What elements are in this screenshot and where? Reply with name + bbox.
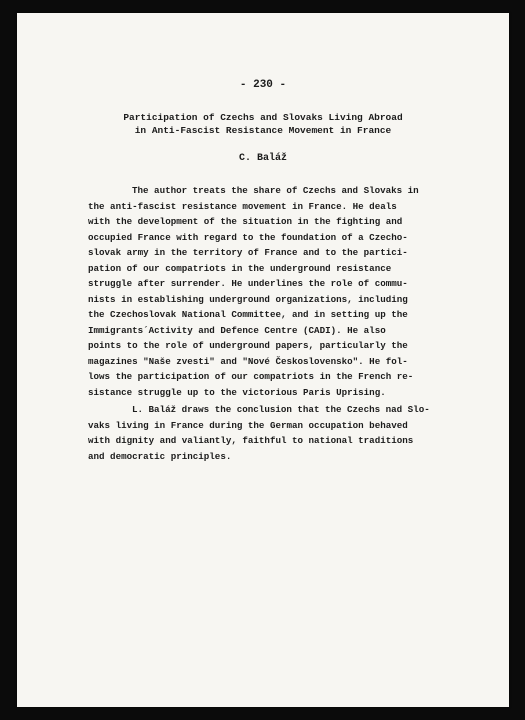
paragraph-2-line: with dignity and valiantly, faithful to national traditions	[88, 435, 414, 446]
abstract-body	[88, 183, 488, 464]
paragraph-1-line: slovak army in the territory of France and to the partici-	[88, 247, 408, 258]
title-line-2: in Anti-Fascist Resistance Movement in France	[134, 125, 392, 136]
paragraph-1-line: the anti-fascist resistance movement in France. He deals	[88, 200, 397, 212]
paragraph-1-line: Immigrants´Activity and Defence Centre (CADI). He also	[88, 324, 386, 336]
paragraph-1-line: sistance struggle up to the victorious Paris Uprising.	[88, 386, 386, 398]
paragraph-1-line: magazines "Naše zvesti" and "Nové Československo". He fol-	[88, 355, 408, 367]
paragraph-1-line: struggle after surrender. He underlines the role of commu-	[88, 278, 408, 289]
paragraph-2-line: and democratic principles.	[88, 450, 232, 462]
paragraph-1-line: nists in establishing underground organizations, including	[88, 293, 408, 305]
paragraph-2-line: vaks living in France during the German occupation behaved	[88, 419, 408, 431]
paragraph-1-line: pation of our compatriots in the underground resistance	[88, 262, 392, 274]
paragraph-1-line: lows the participation of our compatriots in the French re-	[88, 371, 414, 382]
paragraph-1-line: points to the role of underground papers, particularly the	[88, 340, 408, 351]
title-line-1: Participation of Czechs and Slovaks Living Abroad	[123, 112, 403, 123]
paragraph-1-line: occupied France with regard to the foundation of a Czecho-	[88, 231, 408, 243]
paragraph-2-line: L. Baláž draws the conclusion that the Czechs nad Slo-	[132, 404, 430, 415]
page-number: - 230 -	[239, 79, 287, 91]
document-page	[17, 13, 509, 707]
author-name: C. Baláž	[238, 153, 287, 164]
paragraph-1-line: The author treats the share of Czechs and Slovaks in	[132, 185, 419, 196]
paragraph-1-line: the Czechoslovak National Committee, and in setting up the	[88, 309, 408, 320]
paragraph-1-line: with the development of the situation in the fighting and	[88, 216, 403, 227]
